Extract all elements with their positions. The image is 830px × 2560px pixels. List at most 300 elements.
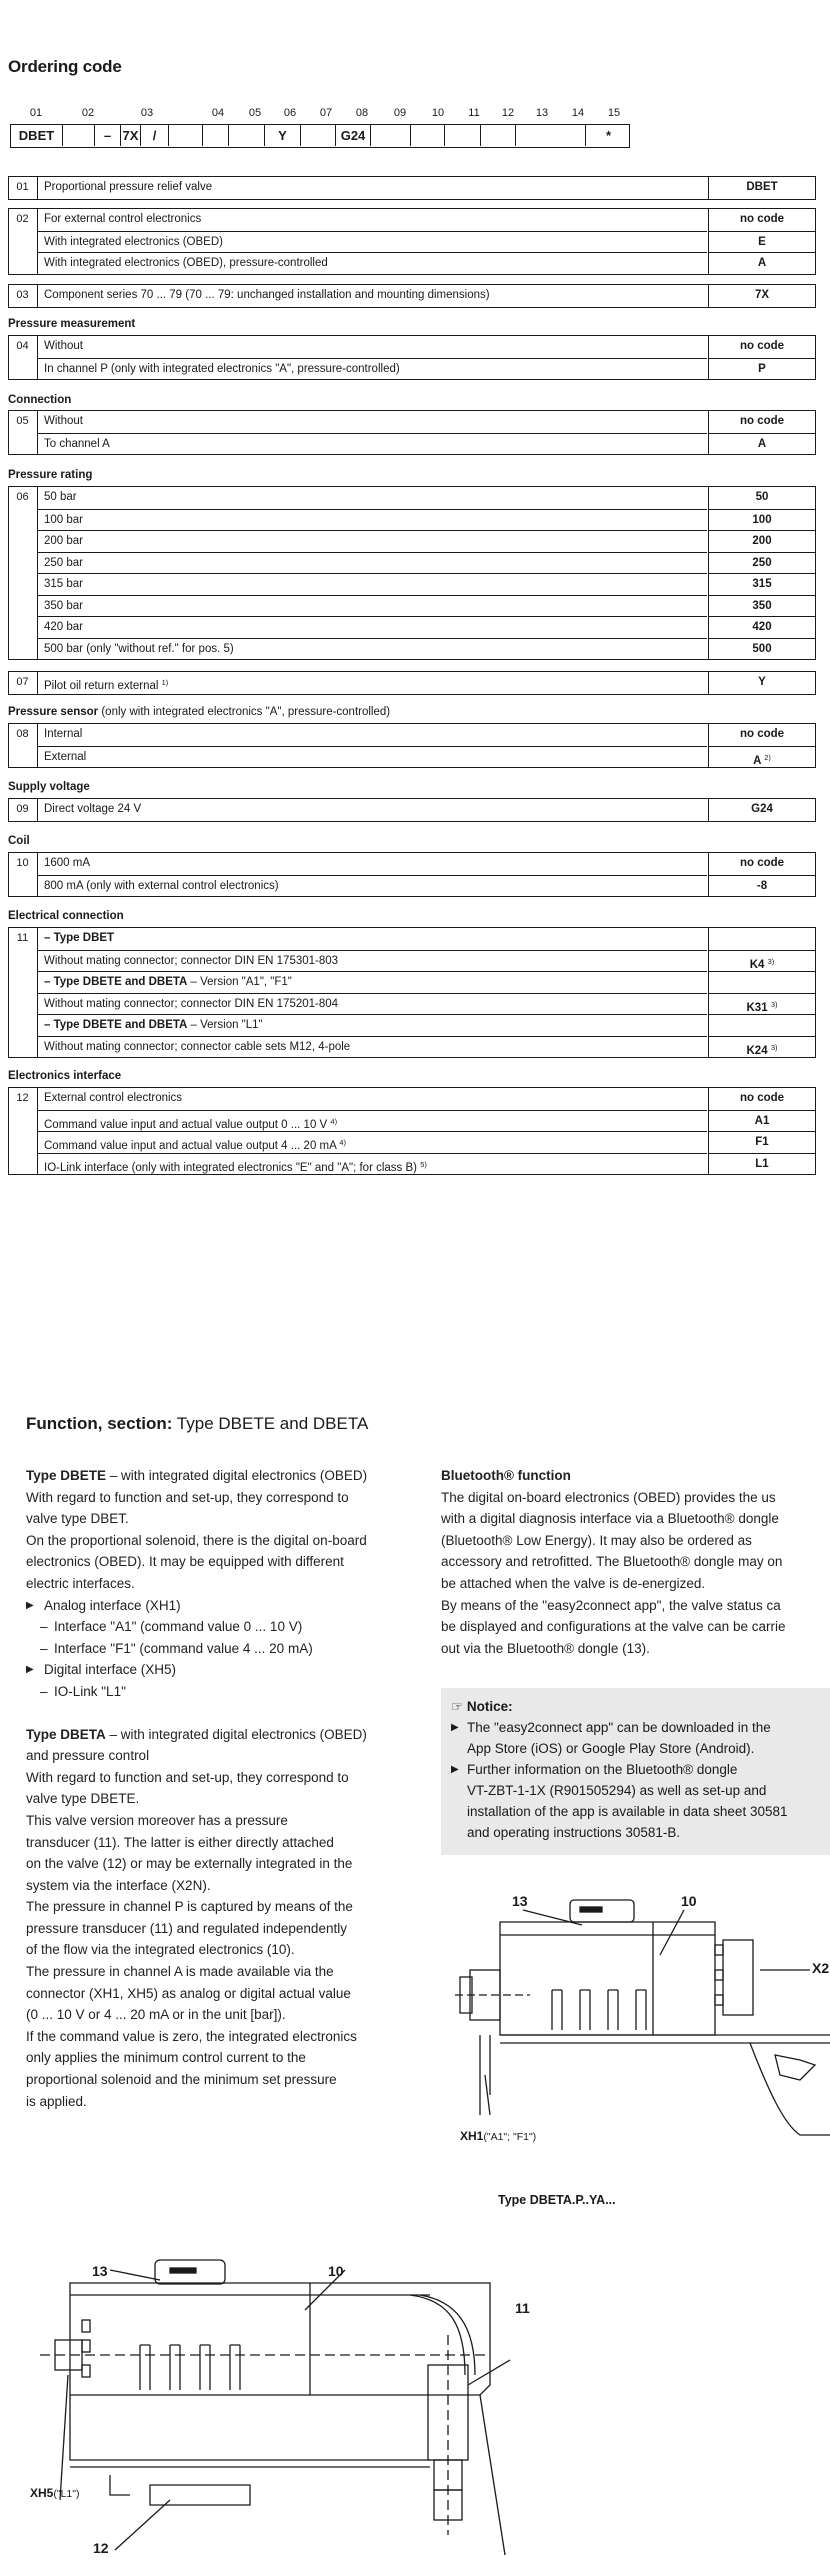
bluetooth-text-line: out via the Bluetooth® dongle (13). <box>441 1640 650 1656</box>
position-number: 12 <box>501 107 515 119</box>
row-code <box>708 231 815 253</box>
table-row <box>9 231 815 253</box>
table-row <box>9 433 815 455</box>
code-box <box>516 125 586 146</box>
row-text: With integrated electronics (OBED) <box>44 235 223 248</box>
row-description <box>37 530 707 552</box>
row-description <box>37 285 707 307</box>
fig1-caption: Type DBETA.P..YA... <box>498 2193 616 2207</box>
row-number <box>9 616 36 638</box>
row-description <box>37 971 707 993</box>
footnote-ref: 3) <box>767 956 775 966</box>
row-number: 06 <box>16 491 29 503</box>
code-value: 50 <box>755 491 769 503</box>
bluetooth-text-line: with a digital diagnosis interface via a Bluetooth® dongle <box>441 1511 779 1527</box>
fig2-label-12: 12 <box>93 2540 109 2556</box>
row-number: 08 <box>16 728 29 740</box>
row-code <box>708 1131 815 1153</box>
row-description <box>37 1014 707 1036</box>
footnote-ref: 2) <box>764 752 771 762</box>
table-row <box>9 1153 815 1175</box>
row-code <box>708 336 815 358</box>
row-number <box>9 950 36 972</box>
table-row <box>9 358 815 380</box>
row-text: Without <box>44 415 83 427</box>
code-value: no code <box>739 728 785 740</box>
row-text: 420 bar <box>44 621 84 633</box>
row-number <box>9 595 36 617</box>
section-pressure-rating: Pressure rating <box>8 469 93 481</box>
row-code <box>708 509 815 531</box>
table-row <box>9 950 815 972</box>
table-01 <box>8 176 816 200</box>
code-box: G24 <box>336 125 371 146</box>
row-code <box>708 177 815 199</box>
notice-line: VT-ZBT-1-1X (R901505294) as well as set-up and <box>467 1783 767 1798</box>
code-value: A <box>757 257 767 269</box>
position-number: 04 <box>211 107 225 119</box>
bluetooth-text-line: (Bluetooth® Low Energy). It may also be ordered as <box>441 1532 752 1548</box>
footnote-ref: 3) <box>770 999 778 1009</box>
table-row <box>9 638 815 660</box>
code-value: 100 <box>752 513 772 526</box>
row-number <box>9 433 36 455</box>
row-code <box>708 950 815 972</box>
row-description <box>37 616 707 638</box>
dbeta-text-line: only applies the minimum control current to the <box>26 2050 306 2066</box>
table-07 <box>8 671 816 695</box>
table-row <box>9 1036 815 1058</box>
row-text: 250 bar <box>44 556 84 569</box>
notice-hand-icon: ☞ <box>451 1699 464 1714</box>
position-number: 03 <box>140 107 154 119</box>
row-number <box>9 358 36 380</box>
dbeta-text-line: of the flow via the integrated electronics (10). <box>26 1942 295 1958</box>
table-row <box>9 209 815 231</box>
row-text: Without mating connector; connector DIN EN 175301-803 <box>44 954 339 967</box>
row-description <box>37 724 707 746</box>
row-text: IO-Link interface (only with integrated electronics "E" and "A"; for class B) <box>44 1161 417 1174</box>
row-code <box>708 638 815 660</box>
row-code <box>708 799 815 821</box>
row-number <box>9 573 36 595</box>
row-number <box>9 1014 36 1036</box>
section-pressure-sensor: Pressure sensor (only with integrated electronics "A", pressure-controlled) <box>8 706 391 718</box>
section-electronics-interface: Electronics interface <box>8 1070 122 1082</box>
table-row <box>9 799 815 821</box>
table-12 <box>8 1087 816 1175</box>
code-value: K4 <box>749 958 765 971</box>
dbeta-text-line: valve type DBETE. <box>26 1791 140 1807</box>
dbeta-text-line: The pressure in channel A is made available via the <box>26 1964 334 1980</box>
code-value: 500 <box>752 642 772 655</box>
table-row <box>9 971 815 993</box>
table-09 <box>8 798 816 822</box>
row-number <box>9 252 36 274</box>
code-box: 7X <box>121 125 141 146</box>
ordering-code-title: Ordering code <box>8 57 122 76</box>
dbeta-text-line: pressure transducer (11) and regulated independently <box>26 1920 347 1936</box>
row-code <box>708 724 815 746</box>
row-text: Pilot oil return external <box>44 680 159 692</box>
table-row <box>9 672 815 694</box>
row-code <box>708 209 815 231</box>
code-box <box>481 125 516 146</box>
dbeta-text-line: is applied. <box>26 2093 87 2109</box>
row-text: Direct voltage 24 V <box>44 803 142 815</box>
footnote-ref: 4) <box>330 1116 338 1126</box>
code-box <box>169 125 203 146</box>
footnote-ref: 4) <box>339 1138 347 1147</box>
code-value: 420 <box>752 621 772 633</box>
notice-box <box>441 1688 830 1855</box>
row-number <box>9 1131 36 1153</box>
code-value: A <box>757 437 767 450</box>
row-text: External control electronics <box>44 1092 183 1104</box>
table-row <box>9 724 815 746</box>
fig2-label-13: 13 <box>92 2263 108 2279</box>
row-code <box>708 1110 815 1132</box>
row-number <box>9 993 36 1015</box>
row-description <box>37 552 707 574</box>
dbeta-text-line: (0 ... 10 V or 4 ... 20 mA or in the unit [bar]). <box>26 2007 286 2023</box>
table-row <box>9 573 815 595</box>
row-description <box>37 177 707 199</box>
dbeta-text-line: on the valve (12) or may be externally integrated in the <box>26 1856 353 1872</box>
dbete-text-line: electric interfaces. <box>26 1575 135 1591</box>
row-description <box>37 358 707 380</box>
code-value: Y <box>758 676 766 688</box>
row-description <box>37 509 707 531</box>
code-box <box>63 125 95 146</box>
dbeta-intro: Type DBETA – with integrated digital electronics (OBED) <box>26 1726 367 1742</box>
code-box <box>203 125 229 146</box>
code-box <box>445 125 481 146</box>
row-description <box>37 1088 707 1110</box>
table-row <box>9 1131 815 1153</box>
table-row <box>9 746 815 768</box>
row-description <box>37 1153 707 1175</box>
table-05 <box>8 410 816 455</box>
bluetooth-text-line: accessory and retrofitted. The Bluetooth® dongle may on <box>441 1554 783 1570</box>
row-number <box>9 1153 36 1175</box>
code-value: no code <box>739 340 785 352</box>
row-description <box>37 638 707 660</box>
code-value: A <box>753 754 761 767</box>
row-number: 05 <box>16 415 29 427</box>
table-row <box>9 853 815 875</box>
table-row <box>9 928 815 950</box>
row-description <box>37 875 707 897</box>
position-number: 07 <box>319 107 333 119</box>
row-text: 500 bar (only "without ref." for pos. 5) <box>44 642 234 655</box>
footnote-ref: 5) <box>420 1159 427 1169</box>
notice-line: ▶ Further information on the Bluetooth® dongle <box>467 1762 738 1777</box>
fig2-label-xh5: XH5("L1") <box>30 2486 80 2500</box>
row-text: Without mating connector; connector cable sets M12, 4-pole <box>44 1040 351 1053</box>
code-value: E <box>758 235 766 248</box>
table-row <box>9 875 815 897</box>
code-value: 315 <box>752 578 772 590</box>
position-number: 10 <box>431 107 445 119</box>
notice-title: ☞ Notice: <box>451 1699 513 1714</box>
notice-line: and operating instructions 30581-B. <box>467 1825 681 1840</box>
row-description <box>37 336 707 358</box>
function-heading: Function, section: Type DBETE and DBETA <box>26 1414 369 1433</box>
row-description <box>37 487 707 509</box>
table-row <box>9 530 815 552</box>
row-bold-text: – Type DBETE and DBETA <box>44 1019 188 1031</box>
position-number: 13 <box>535 107 549 119</box>
bluetooth-text-line: be displayed and configurations at the valve can be carrie <box>441 1619 786 1635</box>
row-code <box>708 853 815 875</box>
row-code <box>708 285 815 307</box>
row-text: Command value input and actual value output 4 ... 20 mA <box>44 1140 337 1152</box>
bullet-digital: ▶ Digital interface (XH5) <box>26 1659 436 1681</box>
row-text: 1600 mA <box>44 857 91 869</box>
row-text: In channel P (only with integrated electronics "A", pressure-controlled) <box>44 362 400 375</box>
section-connection: Connection <box>8 394 72 406</box>
section-coil: Coil <box>8 835 30 847</box>
code-box: – <box>95 125 121 146</box>
row-number <box>9 875 36 897</box>
position-number: 05 <box>248 107 262 119</box>
code-box <box>371 125 411 146</box>
dbete-intro: Type DBETE – with integrated digital electronics (OBED) <box>26 1468 368 1483</box>
table-10 <box>8 852 816 897</box>
row-number <box>9 638 36 660</box>
bluetooth-text-line: By means of the "easy2connect app", the valve status ca <box>441 1597 781 1613</box>
position-number: 14 <box>571 107 585 119</box>
row-code <box>708 433 815 455</box>
table-row <box>9 616 815 638</box>
row-text: 350 bar <box>44 599 84 612</box>
row-code <box>708 928 815 950</box>
table-row <box>9 1110 815 1132</box>
code-box: Y <box>265 125 301 146</box>
row-text: Internal <box>44 728 83 740</box>
section-electrical-connection: Electrical connection <box>8 910 124 922</box>
table-row <box>9 336 815 358</box>
row-number <box>9 530 36 552</box>
code-value: no code <box>739 415 785 427</box>
code-box: * <box>605 128 612 143</box>
bullet-analog: ▶ Analog interface (XH1) <box>26 1595 436 1617</box>
row-code <box>708 411 815 433</box>
row-description <box>37 993 707 1015</box>
table-08 <box>8 723 816 768</box>
row-description <box>37 1131 707 1153</box>
table-row <box>9 252 815 274</box>
table-04 <box>8 335 816 380</box>
fig1-label-x2: X2 <box>812 1960 830 1976</box>
row-code <box>708 1014 815 1036</box>
function-left-column <box>26 1465 436 2112</box>
row-code <box>708 530 815 552</box>
row-description <box>37 411 707 433</box>
table-11 <box>8 927 816 1058</box>
row-text: 100 bar <box>44 513 84 526</box>
row-number: 07 <box>16 676 29 688</box>
row-description <box>37 209 707 231</box>
row-code <box>708 552 815 574</box>
row-number: 11 <box>16 932 29 944</box>
notice-line: App Store (iOS) or Google Play Store (Android). <box>467 1741 755 1756</box>
row-text: – Version "A1", "F1" <box>187 976 292 988</box>
sub-l1: – IO-Link "L1" <box>26 1681 436 1703</box>
dbete-text-line: valve type DBET. <box>26 1511 129 1527</box>
row-description <box>37 672 707 694</box>
row-text: Command value input and actual value output 0 ... 10 V <box>44 1118 328 1131</box>
row-description <box>37 950 707 972</box>
code-value: G24 <box>751 803 773 815</box>
table-row <box>9 552 815 574</box>
row-code <box>708 1088 815 1110</box>
row-number: 12 <box>16 1092 29 1104</box>
dbeta-text-line: and pressure control <box>26 1748 150 1764</box>
position-number: 09 <box>393 107 407 119</box>
row-code <box>708 746 815 768</box>
code-box <box>411 125 445 146</box>
row-number <box>9 746 36 768</box>
dbeta-text-line: The pressure in channel P is captured by means of the <box>26 1899 353 1915</box>
table-row <box>9 411 815 433</box>
valve-drawing-dbeta <box>10 2235 520 2560</box>
row-code <box>708 1153 815 1175</box>
code-value: 250 <box>752 556 772 569</box>
row-text: With integrated electronics (OBED), pressure-controlled <box>44 257 328 269</box>
table-06 <box>8 486 816 660</box>
position-number: 15 <box>607 107 621 119</box>
dbeta-text-line: This valve version moreover has a pressure <box>26 1812 288 1828</box>
code-value: DBET <box>746 181 778 193</box>
section-pressure-measurement: Pressure measurement <box>8 318 136 330</box>
function-right-column <box>441 1465 830 1659</box>
dbeta-text-line: With regard to function and set-up, they correspond to <box>26 1769 349 1785</box>
row-description <box>37 928 707 950</box>
bluetooth-title: Bluetooth® function <box>441 1468 571 1483</box>
row-code <box>708 993 815 1015</box>
row-description <box>37 433 707 455</box>
row-bold-text: – Type DBETE and DBETA <box>44 976 188 988</box>
table-row <box>9 285 815 307</box>
row-code <box>708 573 815 595</box>
code-value: no code <box>739 213 785 225</box>
position-number: 11 <box>468 107 480 119</box>
row-description <box>37 1110 707 1132</box>
fig1-label-10: 10 <box>681 1893 697 1909</box>
row-description <box>37 573 707 595</box>
row-description <box>37 1036 707 1058</box>
code-box <box>229 125 265 146</box>
table-row <box>9 509 815 531</box>
position-number: 02 <box>81 107 95 119</box>
fig1-label-13: 13 <box>512 1893 528 1909</box>
row-text: Proportional pressure relief valve <box>44 181 213 193</box>
row-number <box>9 1110 36 1132</box>
row-text: Component series 70 ... 79 (70 ... 79: unchanged installation and mounting dimensions) <box>44 289 490 301</box>
code-box: DBET <box>11 125 63 146</box>
table-row <box>9 1014 815 1036</box>
row-code <box>708 358 815 380</box>
code-value: K24 <box>746 1044 768 1057</box>
code-value: F1 <box>755 1136 769 1148</box>
row-number <box>9 971 36 993</box>
footnote-ref: 1) <box>161 678 169 687</box>
row-code <box>708 252 815 274</box>
row-number: 03 <box>16 289 29 301</box>
row-code <box>708 875 815 897</box>
row-number <box>9 552 36 574</box>
table-row <box>9 487 815 509</box>
fig2-label-11: 11 <box>515 2300 530 2316</box>
row-description <box>37 853 707 875</box>
row-description <box>37 595 707 617</box>
notice-line: installation of the app is available in data sheet 30581 <box>467 1804 788 1819</box>
table-03 <box>8 284 816 308</box>
row-number: 01 <box>16 181 29 193</box>
position-number: 06 <box>283 107 297 119</box>
table-02 <box>8 208 816 275</box>
dbeta-text-line: transducer (11). The latter is either directly attached <box>26 1834 334 1850</box>
notice-line: ▶ The "easy2connect app" can be downloaded in the <box>467 1720 771 1735</box>
bluetooth-text-line: The digital on-board electronics (OBED) provides the us <box>441 1489 776 1505</box>
code-value: no code <box>739 857 785 869</box>
code-value: K31 <box>746 1001 768 1014</box>
row-number: 02 <box>16 213 29 225</box>
row-text: 50 bar <box>44 491 77 503</box>
code-value: 350 <box>752 599 772 612</box>
row-text: 800 mA (only with external control electronics) <box>44 879 279 892</box>
row-text: External <box>44 750 87 763</box>
section-supply-voltage: Supply voltage <box>8 781 90 793</box>
row-text: Without mating connector; connector DIN EN 175201-804 <box>44 997 339 1010</box>
table-row <box>9 177 815 199</box>
row-code <box>708 616 815 638</box>
row-description <box>37 746 707 768</box>
dbeta-text-line: connector (XH1, XH5) as analog or digital actual value <box>26 1985 351 2001</box>
code-value: A1 <box>754 1114 770 1127</box>
row-number <box>9 509 36 531</box>
row-code <box>708 672 815 694</box>
row-text: To channel A <box>44 437 110 450</box>
row-text: – Version "L1" <box>187 1019 263 1031</box>
code-value: 200 <box>752 535 772 547</box>
dbete-text-line: With regard to function and set-up, they correspond to <box>26 1489 349 1505</box>
sub-f1: – Interface "F1" (command value 4 ... 20 mA) <box>26 1638 436 1660</box>
code-box: / <box>141 125 169 146</box>
position-number: 01 <box>29 107 43 119</box>
row-text: 200 bar <box>44 535 84 547</box>
fig1-label-xh1: XH1("A1"; "F1") <box>460 2129 537 2143</box>
code-value: 7X <box>754 289 770 301</box>
row-bold-text: – Type DBET <box>44 932 115 944</box>
row-number: 04 <box>16 340 29 352</box>
ordering-code-strip <box>10 124 630 148</box>
code-value: P <box>758 362 766 375</box>
row-number: 09 <box>16 803 29 815</box>
row-description <box>37 231 707 253</box>
ordering-code-positions <box>10 107 630 121</box>
row-number <box>9 231 36 253</box>
code-box <box>301 125 336 146</box>
row-code <box>708 1036 815 1058</box>
dbeta-text-line: If the command value is zero, the integrated electronics <box>26 2028 357 2044</box>
table-row <box>9 595 815 617</box>
table-row <box>9 993 815 1015</box>
row-text: For external control electronics <box>44 213 202 225</box>
row-description <box>37 799 707 821</box>
